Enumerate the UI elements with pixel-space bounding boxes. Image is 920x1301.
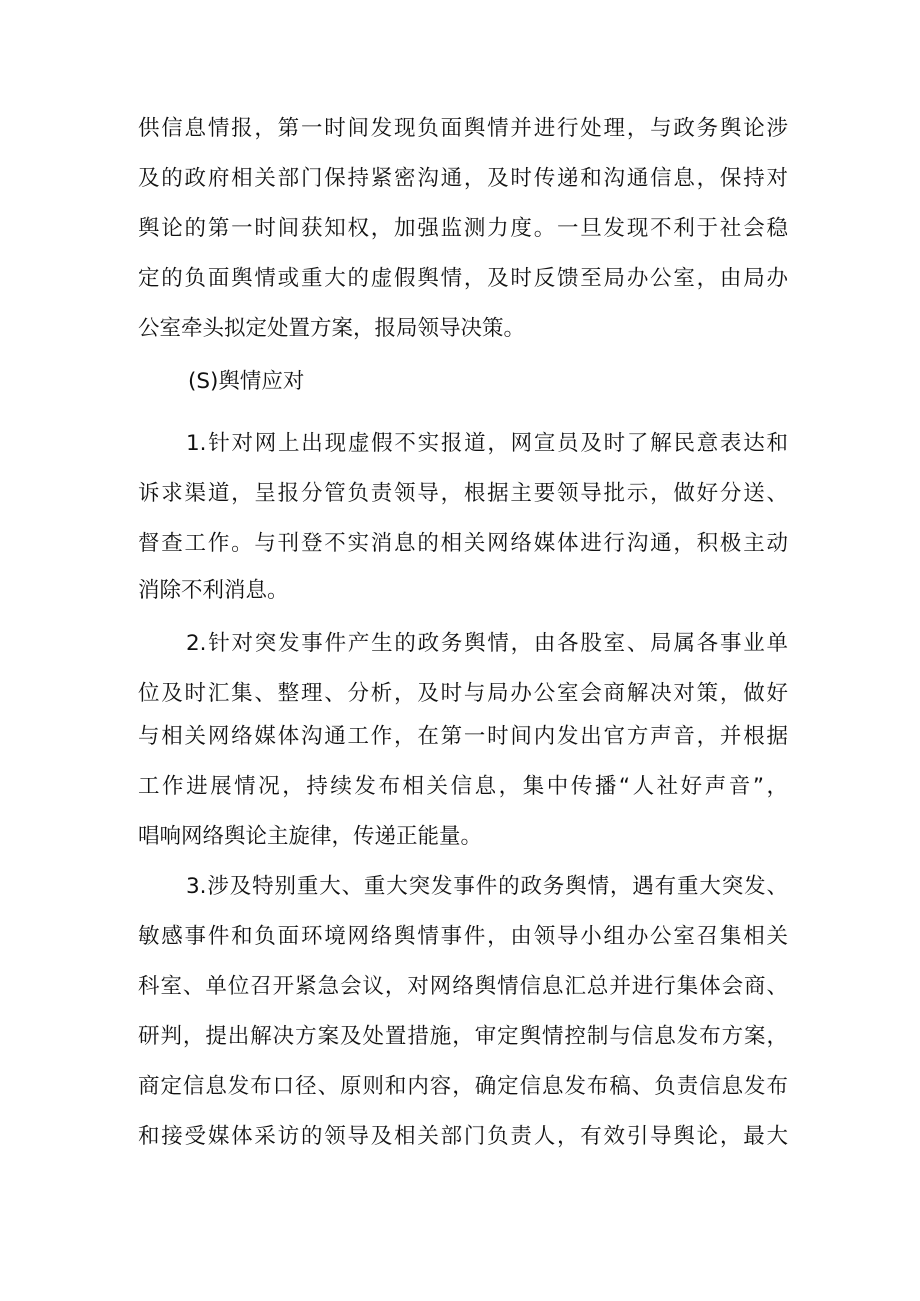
item-line: 唱响网络舆论主旋律，传递正能量。 [138, 824, 483, 849]
item-line: 科室、单位召开紧急会议，对网络舆情信息汇总并进行集体会商、 [138, 974, 788, 999]
section-heading: (S)舆情应对 [188, 369, 305, 394]
item-line: 敏感事件和负面环境网络舆情事件，由领导小组办公室召集相关 [138, 924, 788, 949]
paragraph-line: 公室牵头拟定处置方案，报局领导决策。 [138, 316, 526, 341]
item-line: 3.涉及特别重大、重大突发事件的政务舆情，遇有重大突发、 [186, 874, 788, 899]
paragraph-line: 供信息情报，第一时间发现负面舆情并进行处理，与政务舆论涉 [138, 116, 788, 141]
item-line: 研判，提出解决方案及处置措施，审定舆情控制与信息发布方案， [138, 1024, 788, 1049]
item-line: 消除不利消息。 [138, 578, 289, 603]
item-line: 和接受媒体采访的领导及相关部门负责人，有效引导舆论，最大 [138, 1124, 788, 1149]
item-line: 诉求渠道，呈报分管负责领导，根据主要领导批示，做好分送、 [138, 481, 788, 506]
item-line: 1.针对网上出现虚假不实报道，网宣员及时了解民意表达和 [186, 431, 788, 456]
item-line: 商定信息发布口径、原则和内容，确定信息发布稿、负责信息发布 [138, 1074, 788, 1099]
paragraph-line: 定的负面舆情或重大的虚假舆情，及时反馈至局办公室，由局办 [138, 266, 788, 291]
item-line: 2.针对突发事件产生的政务舆情，由各股室、局属各事业单 [186, 631, 788, 656]
item-line: 督查工作。与刊登不实消息的相关网络媒体进行沟通，积极主动 [138, 531, 788, 556]
item-line: 位及时汇集、整理、分析，及时与局办公室会商解决对策，做好 [138, 681, 788, 706]
item-line: 与相关网络媒体沟通工作，在第一时间内发出官方声音，并根据 [138, 724, 788, 749]
paragraph-line: 及的政府相关部门保持紧密沟通，及时传递和沟通信息，保持对 [138, 166, 788, 191]
paragraph-line: 舆论的第一时间获知权，加强监测力度。一旦发现不利于社会稳 [138, 216, 788, 241]
item-line: 工作进展情况，持续发布相关信息，集中传播“人社好声音”， [138, 774, 788, 799]
